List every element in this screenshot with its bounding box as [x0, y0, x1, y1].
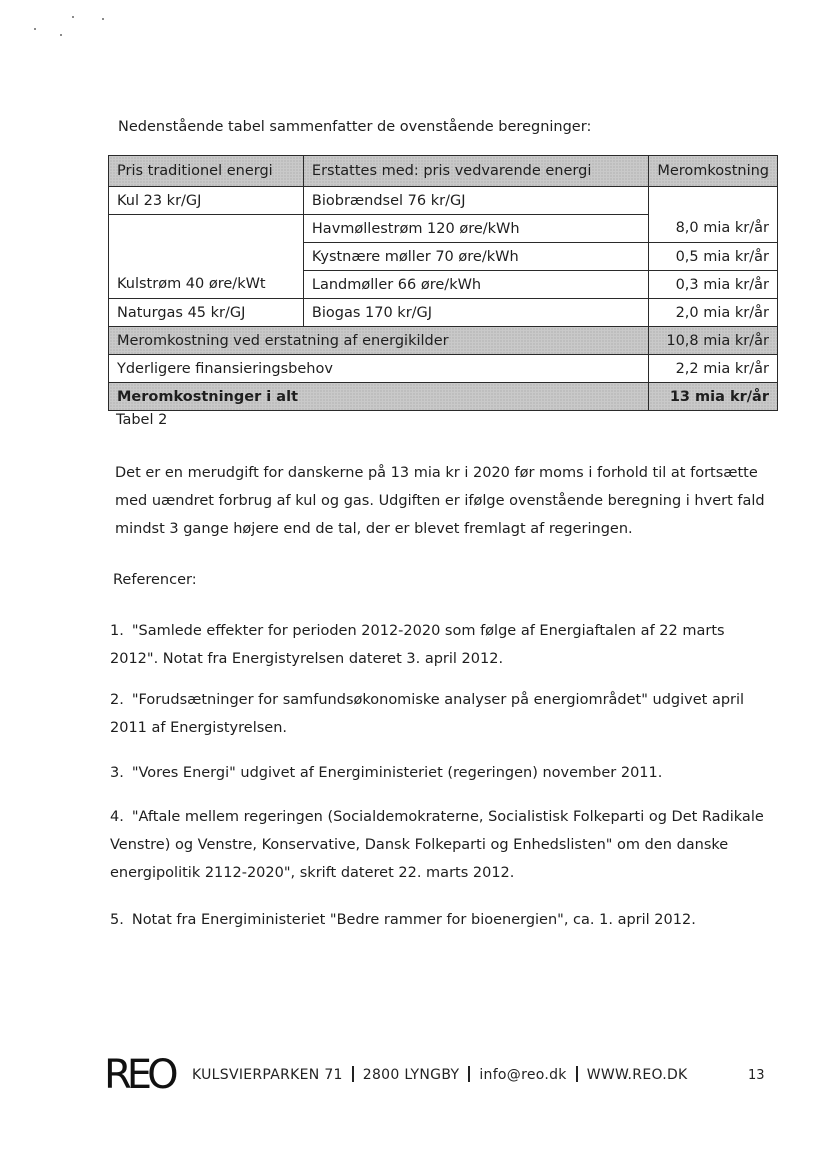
reference-text: "Forudsætninger for samfundsøkonomiske analyser på energiområdet" udgivet april 2011 af Energistyrelsen.	[110, 692, 745, 736]
reference-item	[110, 617, 770, 673]
reference-number: 4.	[110, 809, 124, 825]
footer-email[interactable]: info@reo.dk	[479, 1067, 567, 1083]
table-row	[109, 271, 778, 299]
table-row	[109, 299, 778, 327]
reference-number: 2.	[110, 692, 124, 708]
header-traditional: Pris traditionel energi	[109, 156, 304, 187]
table-row	[109, 243, 778, 271]
cell-traditional: Naturgas 45 kr/GJ	[109, 299, 304, 327]
footer-web[interactable]: WWW.REO.DK	[586, 1067, 688, 1083]
cell-cost: 0,3 mia kr/år	[649, 271, 778, 299]
footer-separator	[352, 1066, 354, 1082]
cell-renewable: Biobrændsel 76 kr/GJ	[303, 187, 648, 215]
reference-number: 5.	[110, 912, 124, 928]
cell-traditional	[109, 215, 304, 243]
reference-number: 3.	[110, 765, 124, 781]
page-number: 13	[748, 1068, 765, 1083]
reference-item	[110, 686, 770, 742]
header-renewable: Erstattes med: pris vedvarende energi	[303, 156, 648, 187]
table-caption: Tabel 2	[116, 412, 168, 428]
reference-number: 1.	[110, 623, 124, 639]
footer-city: 2800 LYNGBY	[362, 1067, 460, 1083]
subtotal-value: 10,8 mia kr/år	[649, 327, 778, 355]
cell-cost	[649, 187, 778, 215]
cell-renewable: Biogas 170 kr/GJ	[303, 299, 648, 327]
financing-row	[109, 355, 778, 383]
footer-address	[192, 1066, 688, 1083]
cell-traditional: Kul 23 kr/GJ	[109, 187, 304, 215]
subtotal-row	[109, 327, 778, 355]
reference-text: "Samlede effekter for perioden 2012-2020 som følge af Energiaftalen af 22 marts 2012". Notat fra Energistyrelsen dateret 3. april 2012.	[110, 623, 725, 667]
page-footer	[104, 1050, 764, 1100]
total-row	[109, 383, 778, 411]
intro-text: Nedenstående tabel sammenfatter de ovenstående beregninger:	[118, 119, 592, 135]
reference-text: "Vores Energi" udgivet af Energiministeriet (regeringen) november 2011.	[131, 765, 663, 781]
table-header-row	[109, 156, 778, 187]
body-paragraph: Det er en merudgift for danskerne på 13 mia kr i 2020 før moms i forhold til at fortsætte med uændret forbrug af kul og gas. Udgiften er ifølge ovenstående beregning i hvert fald mindst 3 gange højere end de tal, der er blevet fremlagt af regeringen.	[115, 465, 765, 537]
cell-traditional	[109, 243, 304, 271]
cell-cost: 8,0 mia kr/år	[649, 215, 778, 243]
reference-item	[110, 906, 770, 934]
reference-item	[110, 803, 770, 887]
footer-separator	[468, 1066, 470, 1082]
total-value: 13 mia kr/år	[649, 383, 778, 411]
reference-item	[110, 759, 770, 787]
reference-text: Notat fra Energiministeriet "Bedre rammer for bioenergien", ca. 1. april 2012.	[131, 912, 696, 928]
cell-renewable: Havmøllestrøm 120 øre/kWh	[303, 215, 648, 243]
footer-street: KULSVIERPARKEN 71	[192, 1067, 343, 1083]
cost-table	[108, 155, 778, 411]
table-row	[109, 215, 778, 243]
subtotal-label: Meromkostning ved erstatning af energikilder	[109, 327, 649, 355]
cell-renewable: Kystnære møller 70 øre/kWh	[303, 243, 648, 271]
total-label: Meromkostninger i alt	[109, 383, 649, 411]
references-heading: Referencer:	[113, 572, 197, 588]
header-cost: Meromkostning	[649, 156, 778, 187]
reference-text: "Aftale mellem regeringen (Socialdemokraterne, Socialistisk Folkeparti og Det Radikale Venstre) og Venstre, Konservative, Dansk Folkeparti og Enhedslisten" om den danske energipolitik 2112-2020", skrift dateret 22. marts 2012.	[110, 809, 764, 881]
footer-separator	[576, 1066, 578, 1082]
cell-renewable: Landmøller 66 øre/kWh	[303, 271, 648, 299]
financing-label: Yderligere finansieringsbehov	[109, 355, 649, 383]
financing-value: 2,2 mia kr/år	[649, 355, 778, 383]
cell-cost: 2,0 mia kr/år	[649, 299, 778, 327]
reo-logo: REO	[104, 1052, 174, 1098]
cell-cost: 0,5 mia kr/år	[649, 243, 778, 271]
table-row	[109, 187, 778, 215]
cell-traditional: Kulstrøm 40 øre/kWt	[109, 271, 304, 299]
